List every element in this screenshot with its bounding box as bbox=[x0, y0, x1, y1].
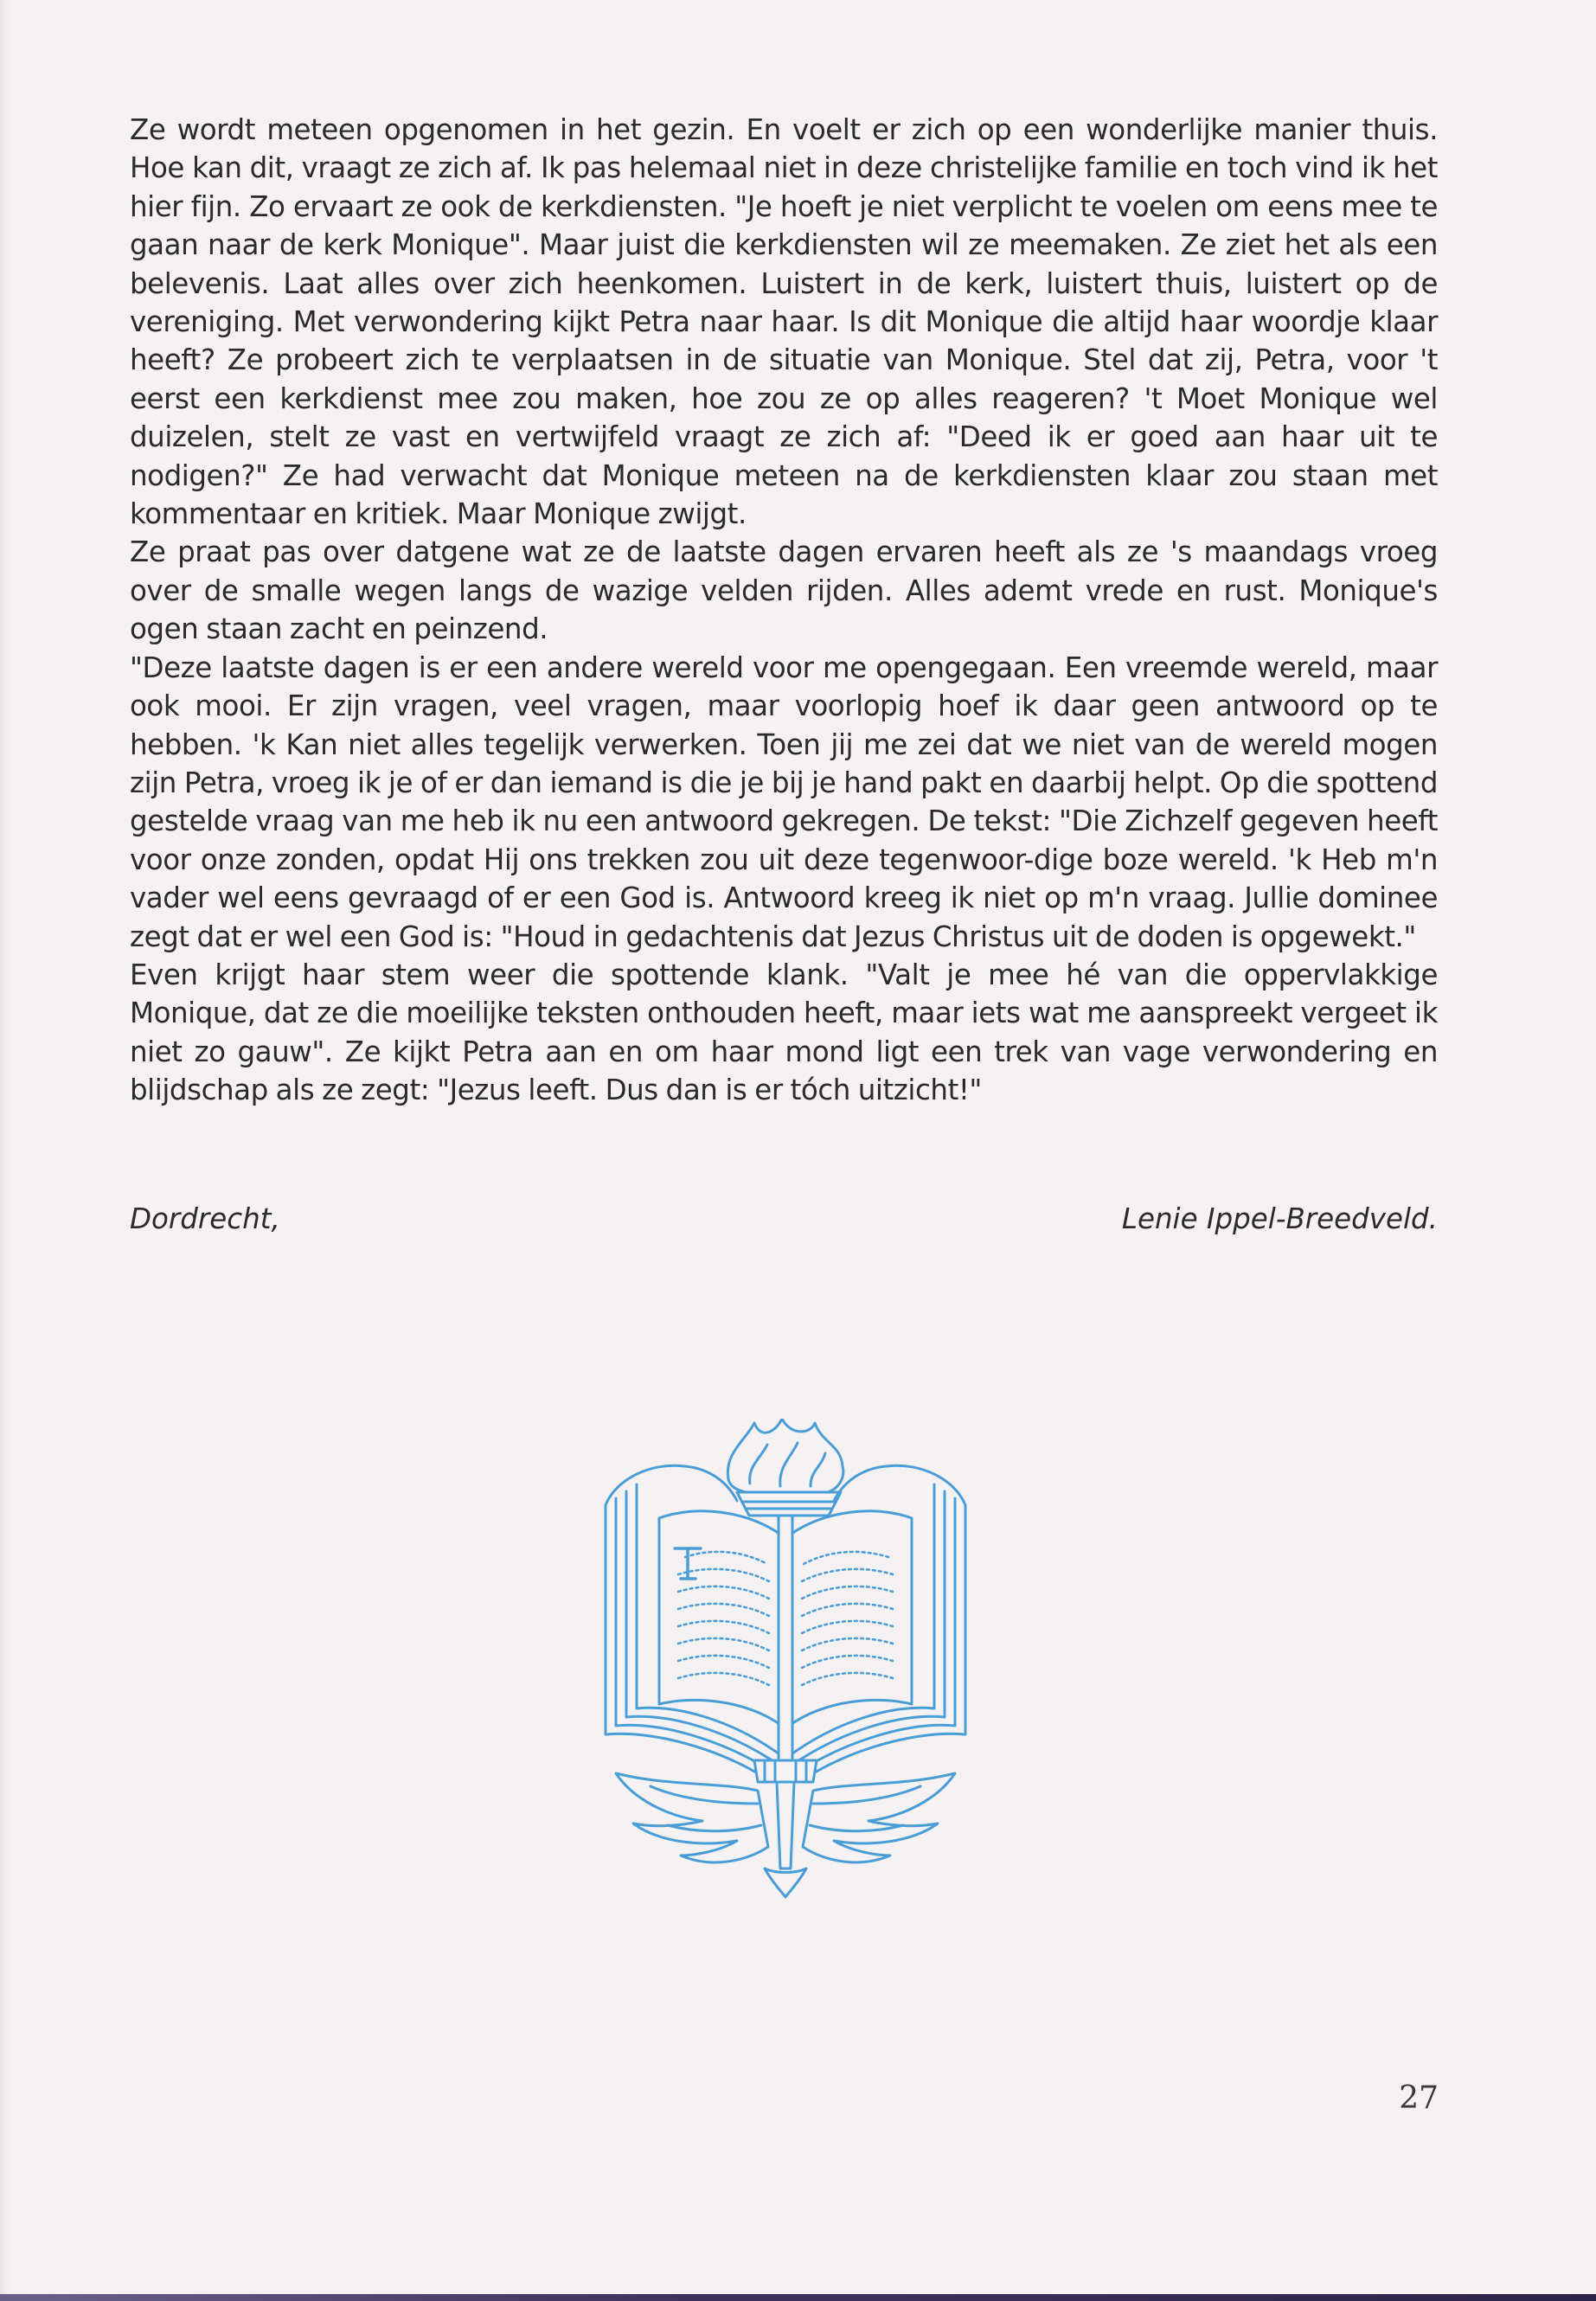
page-number: 27 bbox=[1399, 2080, 1439, 2116]
author-name: Lenie Ippel-Breedveld. bbox=[1121, 1202, 1438, 1235]
open-book-torch-wings-icon bbox=[599, 1419, 972, 1899]
paragraph-2: Ze praat pas over datgene wat ze de laatste dagen ervaren heeft als ze 's maandags vroeg over de smalle wegen langs de wazige velden rijden. Alles ademt vrede en rust. Monique's ogen staan zacht en peinzend. bbox=[130, 535, 1438, 646]
paragraph-4: Even krijgt haar stem weer die spottende klank. "Valt je mee hé van die oppervlakkige Monique, dat ze die moeilijke teksten onthouden heeft, maar iets wat me aanspreekt vergeet ik niet zo gauw". Ze kijkt Petra aan en om haar mond ligt een trek van vage verwondering en blijdschap als ze zegt: "Jezus leeft. Dus dan is er tóch uitzicht!" bbox=[130, 958, 1438, 1107]
paragraph-3: "Deze laatste dagen is er een andere wereld voor me opengegaan. Een vreemde wereld, maar ook mooi. Er zijn vragen, veel vragen, maar voorlopig hoef ik daar geen antwoord op te hebben. 'k Kan niet alles tegelijk verwerken. Toen jij me zei dat we niet van de wereld mogen zijn Petra, vroeg ik je of er dan iemand is die je bij je hand pakt en daarbij helpt. Op die spottend gestelde vraag van me heb ik nu een antwoord gekregen. De tekst: "Die Zichzelf gegeven heeft voor onze zonden, opdat Hij ons trekken zou uit deze tegenwoor-dige boze wereld. 'k Heb m'n vader wel eens gevraagd of er een God is. Antwoord kreeg ik niet op m'n vraag. Jullie dominee zegt dat er wel een God is: "Houd in gedachtenis dat Jezus Christus uit de doden is opgewekt." bbox=[130, 651, 1438, 953]
signature-line bbox=[130, 1200, 1438, 1238]
paragraph-1: Ze wordt meteen opgenomen in het gezin. En voelt er zich op een wonderlijke manier thuis. Hoe kan dit, vraagt ze zich af. Ik pas helemaal niet in deze christelijke familie en toch vind ik het hier fijn. Zo ervaart ze ook de kerkdiensten. "Je hoeft je niet verplicht te voelen om eens mee te gaan naar de kerk Monique". Maar juist die kerkdiensten wil ze meemaken. Ze ziet het als een belevenis. Laat alles over zich heenkomen. Luistert in de kerk, luistert thuis, luistert op de vereniging. Met verwondering kijkt Petra naar haar. Is dit Monique die altijd haar woordje klaar heeft? Ze probeert zich te verplaatsen in de situatie van Monique. Stel dat zij, Petra, voor 't eerst een kerkdienst mee zou maken, hoe zou ze op alles reageren? 't Moet Monique wel duizelen, stelt ze vast en vertwijfeld vraagt ze zich af: "Deed ik er goed aan haar uit te nodigen?" Ze had verwacht dat Monique meteen na de kerkdiensten klaar zou staan met kommentaar en kritiek. Maar Monique zwijgt. bbox=[130, 113, 1438, 531]
place-name: Dordrecht, bbox=[130, 1202, 280, 1235]
page-edge bbox=[0, 0, 9, 2301]
bottom-edge-strip bbox=[0, 2294, 1596, 2301]
article-body bbox=[130, 111, 1438, 1110]
